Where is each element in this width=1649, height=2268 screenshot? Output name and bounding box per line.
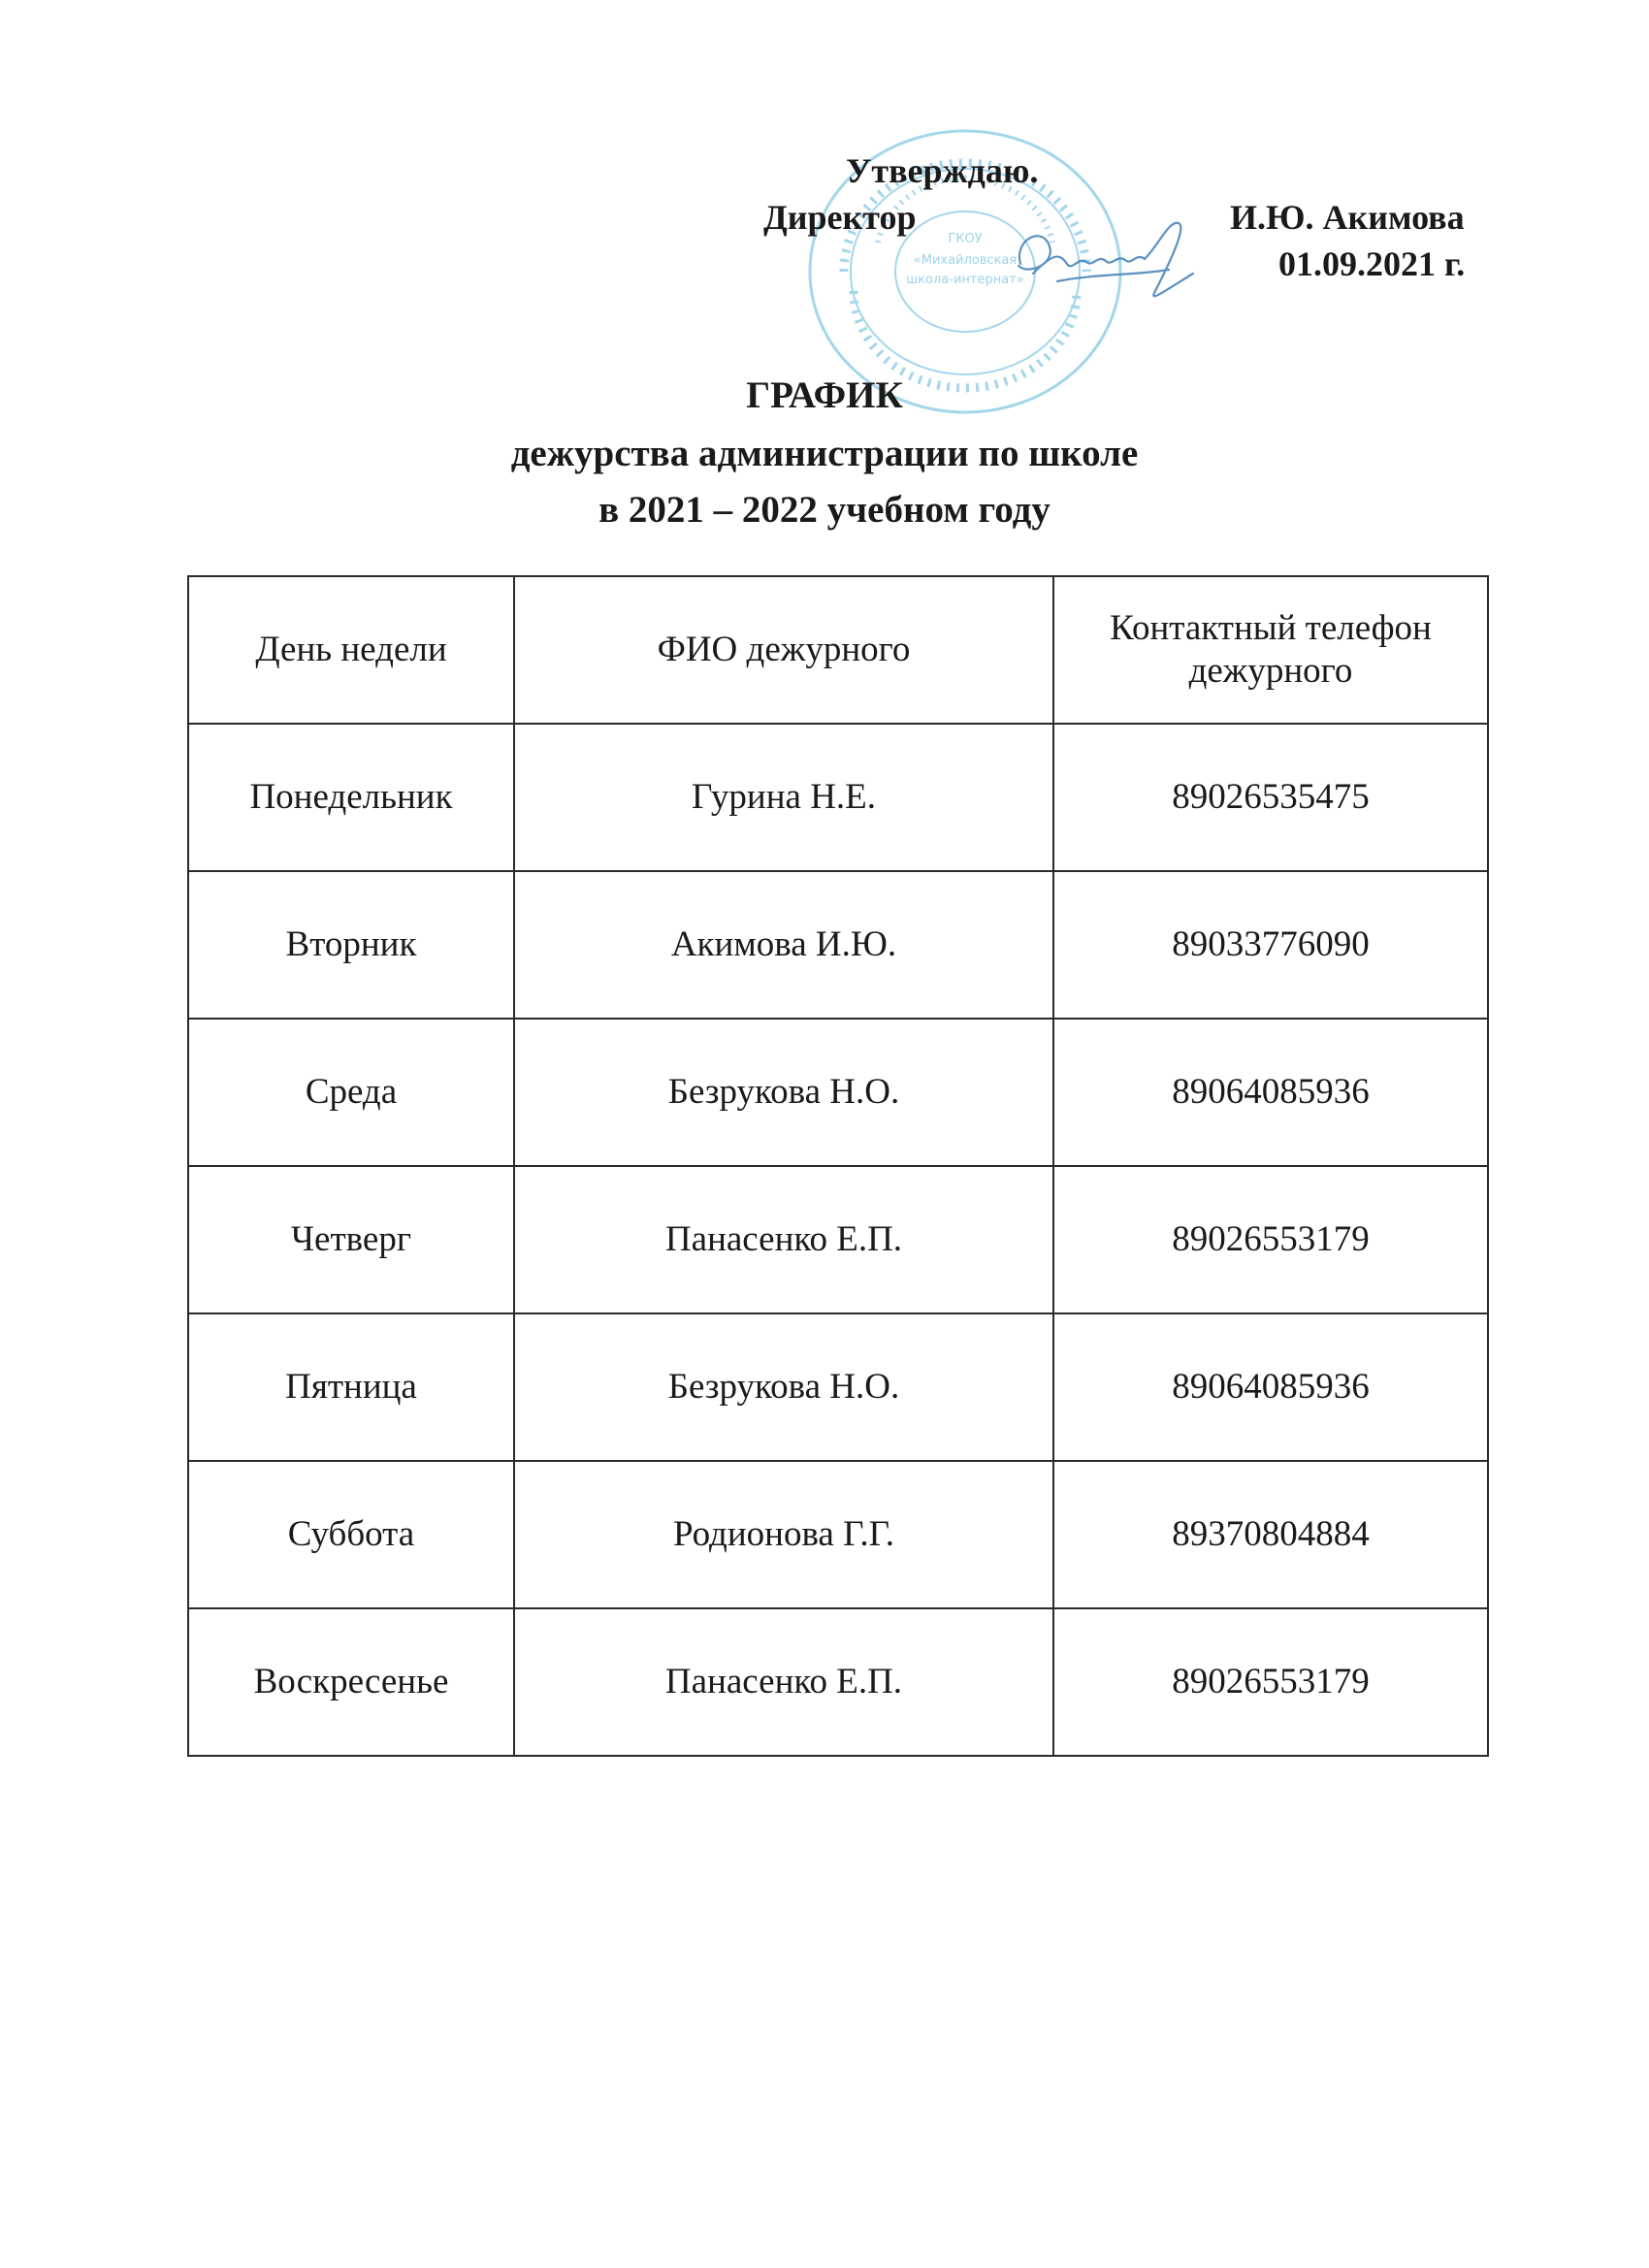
document-subtitle: дежурства администрации по школе [510, 433, 1139, 474]
cell-name: Родионова Г.Г. [514, 1461, 1053, 1608]
cell-day: Вторник [188, 871, 514, 1019]
document-year-line: в 2021 – 2022 учебном году [598, 489, 1051, 531]
cell-name: Безрукова Н.О. [514, 1019, 1053, 1166]
svg-text:школа-интернат»: школа-интернат» [906, 273, 1024, 287]
svg-text:«Михайловская: «Михайловская [913, 253, 1018, 268]
svg-text:ГКОУ: ГКОУ [948, 232, 983, 246]
cell-phone: 89064085936 [1053, 1313, 1488, 1461]
table-header-row [188, 576, 1488, 724]
approval-date: 01.09.2021 г. [1278, 244, 1466, 283]
cell-day: Среда [188, 1019, 514, 1166]
cell-phone: 89064085936 [1053, 1019, 1488, 1166]
duty-schedule-table [187, 575, 1489, 1757]
table-row [188, 724, 1488, 871]
director-signature [999, 206, 1217, 312]
header-day: День недели [188, 576, 514, 724]
cell-name: Гурина Н.Е. [514, 724, 1053, 871]
cell-name: Акимова И.Ю. [514, 871, 1053, 1019]
header-phone: Контактный телефон дежурного [1053, 576, 1488, 724]
cell-phone: 89033776090 [1053, 871, 1488, 1019]
cell-name: Безрукова Н.О. [514, 1313, 1053, 1461]
table-row [188, 1166, 1488, 1313]
table-row [188, 1461, 1488, 1608]
cell-day: Понедельник [188, 724, 514, 871]
cell-phone: 89026553179 [1053, 1608, 1488, 1756]
cell-day: Четверг [188, 1166, 514, 1313]
table-row [188, 1608, 1488, 1756]
cell-name: Панасенко Е.П. [514, 1608, 1053, 1756]
cell-day: Суббота [188, 1461, 514, 1608]
header-name: ФИО дежурного [514, 576, 1053, 724]
cell-day: Воскресенье [188, 1608, 514, 1756]
cell-day: Пятница [188, 1313, 514, 1461]
cell-name: Панасенко Е.П. [514, 1166, 1053, 1313]
table-row [188, 871, 1488, 1019]
document-title: ГРАФИК [746, 374, 903, 416]
table-row [188, 1313, 1488, 1461]
director-name: И.Ю. Акимова [1230, 198, 1465, 237]
cell-phone: 89370804884 [1053, 1461, 1488, 1608]
table-row [188, 1019, 1488, 1166]
director-label: Директор [763, 198, 917, 237]
approval-word: Утверждаю. [846, 151, 1039, 190]
cell-phone: 89026535475 [1053, 724, 1488, 871]
cell-phone: 89026553179 [1053, 1166, 1488, 1313]
